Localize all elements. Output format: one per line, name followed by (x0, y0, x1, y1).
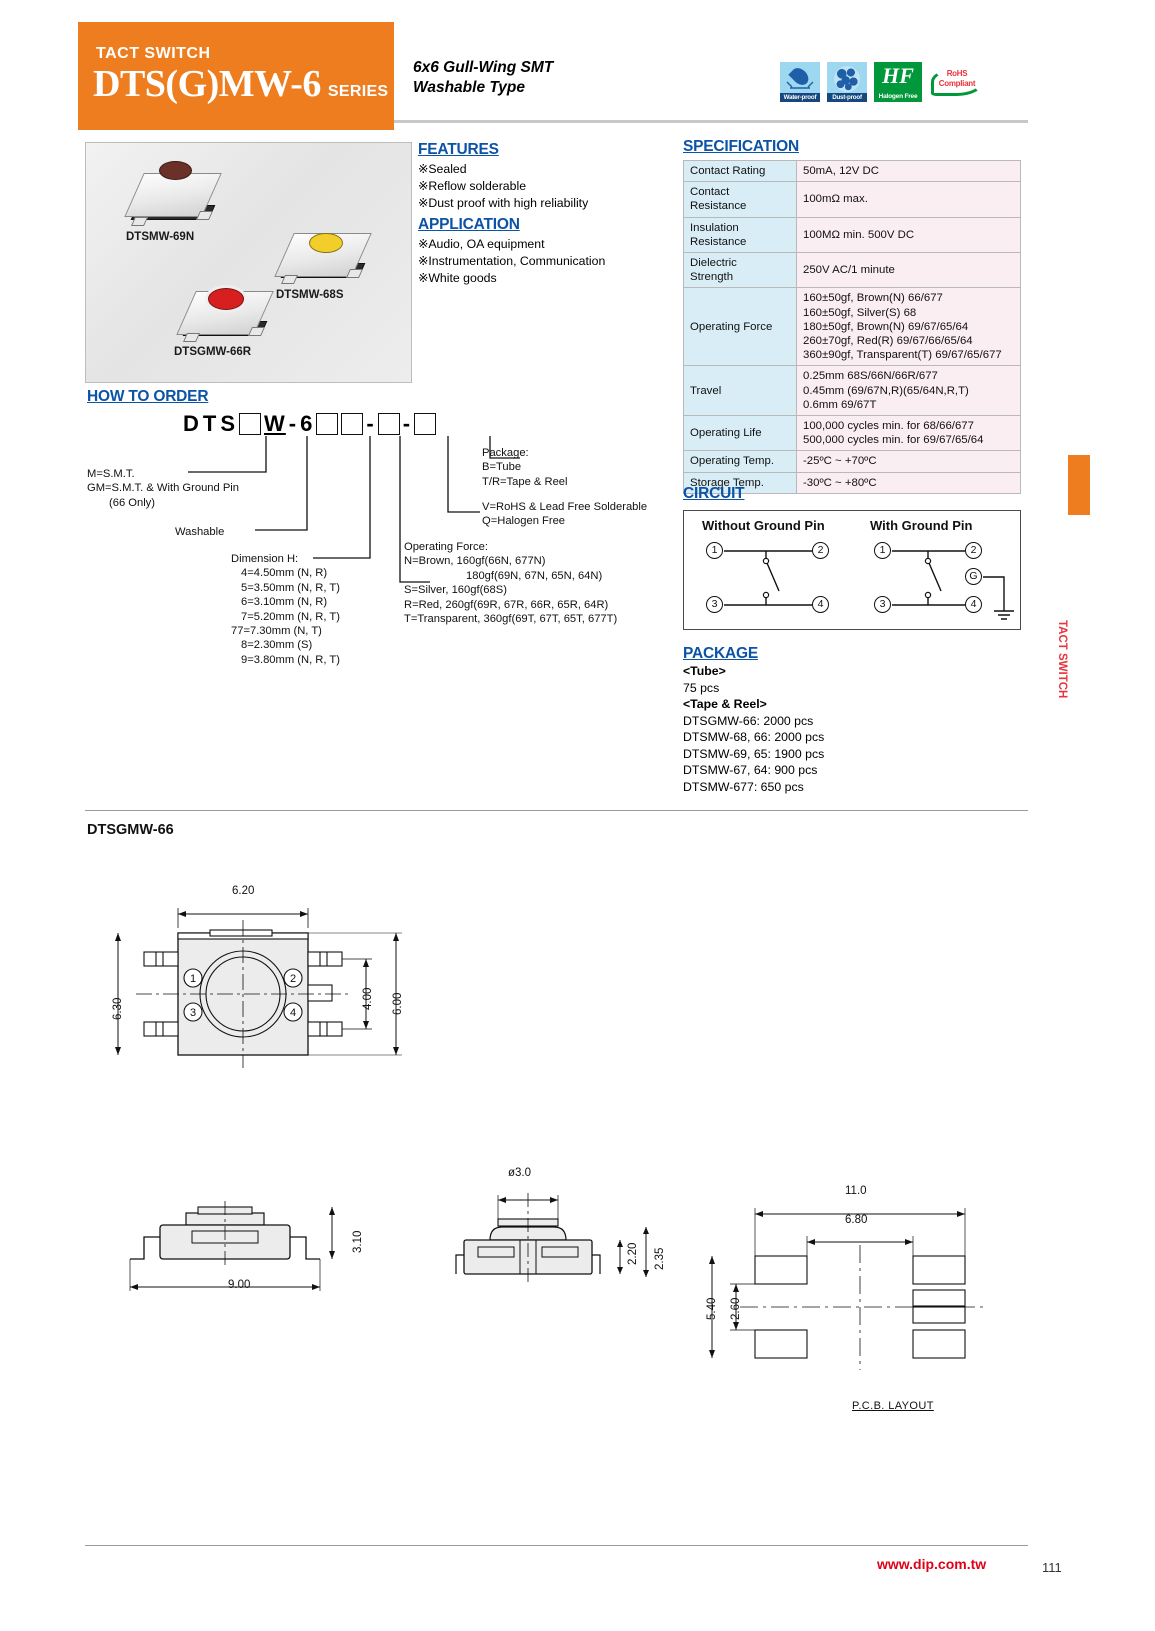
package-reel-line-1: DTSMW-68, 66: 2000 pcs (683, 730, 825, 744)
application-list (418, 236, 673, 287)
specification-heading: SPECIFICATION (683, 138, 799, 155)
rohs-line2: Compliant (938, 79, 976, 88)
rohs-line1: RoHS (946, 69, 968, 78)
pn-dash-3: - (402, 411, 412, 436)
header-series (93, 62, 388, 106)
dust-particles-icon (834, 66, 860, 92)
order-note-dimension (231, 552, 340, 667)
rohs-badge (929, 62, 985, 102)
order-note-force-3: S=Silver, 160gf(68S) (404, 584, 507, 597)
order-note-dimension-0: Dimension H: (231, 553, 299, 565)
pn-letter-s: S (220, 411, 237, 436)
features-list (418, 161, 673, 212)
dustproof-caption: Dust-proof (827, 93, 867, 102)
waterproof-caption: Water-proof (780, 93, 820, 102)
order-note-package-1: B=Tube (482, 461, 522, 474)
package-section (683, 645, 1023, 795)
order-note-force-0: Operating Force: (404, 541, 488, 553)
header-series-suffix: SERIES (327, 83, 389, 100)
spec-row-value: 50mA, 12V DC (797, 161, 1021, 182)
header-series-main: DTS(G)MW-6 (93, 63, 321, 105)
spec-row-value: -25ºC ~ +70ºC (797, 451, 1021, 472)
order-note-dimension-4: 7=5.20mm (N, R, T) (241, 610, 340, 623)
spec-row-key: Insulation Resistance (684, 217, 797, 252)
header-subtitle (413, 58, 553, 98)
features-item-0: ※Sealed (418, 162, 467, 176)
front-view-dim-dia: ø3.0 (508, 1167, 532, 1179)
pn-letter-t: T (202, 411, 218, 436)
package-reel-title: <Tape & Reel> (683, 697, 767, 711)
spec-row-key: Travel (684, 366, 797, 416)
front-view-drawing (450, 1165, 680, 1290)
order-note-plating-1: Q=Halogen Free (482, 515, 566, 528)
features-item-2: ※Dust proof with high reliability (418, 196, 589, 210)
spec-row-value: -30ºC ~ +80ºC (797, 472, 1021, 493)
footer-url[interactable]: www.dip.com.tw (877, 1556, 987, 1572)
pn-letter-w: W (264, 411, 286, 436)
top-view-dim-overall: 6.00 (392, 992, 404, 1015)
front-view-dim-h1: 2.20 (627, 1242, 639, 1265)
footer-divider (85, 1545, 1028, 1546)
pcb-layout-caption: P.C.B. LAYOUT (852, 1400, 934, 1412)
order-note-force-5: T=Transparent, 360gf(69T, 67T, 65T, 677T) (404, 613, 618, 626)
spec-row-value: 0.25mm 68S/66N/66R/677 0.45mm (69/67N,R)(65/64N,R,T) 0.6mm 69/67T (797, 366, 1021, 416)
circuit-right-terminal-2: 2 (965, 542, 982, 559)
header-divider (394, 120, 1028, 123)
spec-row-key: Contact Rating (684, 161, 797, 182)
order-note-dimension-2: 5=3.50mm (N, R, T) (241, 581, 340, 594)
package-reel-line-3: DTSMW-67, 64: 900 pcs (683, 763, 818, 777)
order-note-plating-0: V=RoHS & Lead Free Solderable (482, 501, 648, 513)
spec-row-value: 100mΩ max. (797, 182, 1021, 217)
svg-text:4: 4 (289, 1007, 297, 1019)
spec-row-value: 100MΩ min. 500V DC (797, 217, 1021, 252)
side-tab-label: TACT SWITCH (1056, 620, 1068, 699)
circuit-ground-terminal: G (965, 568, 982, 585)
waterproof-badge (780, 62, 820, 102)
halogen-free-badge (874, 62, 922, 102)
order-note-mount-1: GM=S.M.T. & With Ground Pin (87, 482, 240, 495)
order-note-package (482, 446, 568, 489)
spec-row-value: 100,000 cycles min. for 68/66/677 500,000 cycles min. for 69/67/65/64 (797, 416, 1021, 451)
certification-badges (780, 62, 985, 102)
circuit-left-terminal-4: 4 (812, 596, 829, 613)
drawing-title: DTSGMW-66 (87, 822, 174, 838)
order-note-mount (87, 467, 239, 510)
circuit-right-terminal-3: 3 (874, 596, 891, 613)
circuit-right-terminal-4: 4 (965, 596, 982, 613)
header-subtitle-line1: 6x6 Gull-Wing SMT (413, 59, 554, 76)
spec-row (684, 217, 1021, 252)
application-section (418, 216, 673, 287)
order-note-dimension-7: 9=3.80mm (N, R, T) (241, 653, 340, 666)
order-note-mount-0: M=S.M.T. (87, 468, 135, 480)
product-photo-3-label: DTSGMW-66R (174, 346, 252, 358)
specification-table (683, 160, 1021, 494)
spec-row-key: Operating Temp. (684, 451, 797, 472)
dustproof-badge (827, 62, 867, 102)
spec-row (684, 451, 1021, 472)
page-header (0, 0, 1155, 130)
circuit-right-title: With Ground Pin (870, 518, 973, 533)
order-note-force (404, 540, 617, 626)
spec-row (684, 366, 1021, 416)
order-note-dimension-3: 6=3.10mm (N, R) (241, 596, 328, 609)
circuit-right-terminal-1: 1 (874, 542, 891, 559)
top-view-dim-pitch: 4.00 (362, 987, 374, 1010)
order-note-dimension-5: 77=7.30mm (N, T) (231, 625, 322, 638)
spec-row (684, 161, 1021, 182)
features-item-1: ※Reflow solderable (418, 179, 527, 193)
spec-row (684, 416, 1021, 451)
svg-text:3: 3 (189, 1007, 197, 1019)
order-note-force-4: R=Red, 260gf(69R, 67R, 66R, 65R, 64R) (404, 598, 609, 611)
spec-row-key: Dielectric Strength (684, 253, 797, 288)
application-item-2: ※White goods (418, 271, 497, 285)
spec-row-key: Contact Resistance (684, 182, 797, 217)
order-leader-lines (80, 400, 670, 670)
features-section (418, 141, 673, 212)
svg-text:1: 1 (189, 973, 197, 985)
circuit-left-terminal-2: 2 (812, 542, 829, 559)
side-view-dim-height: 3.10 (352, 1230, 364, 1253)
circuit-left-title: Without Ground Pin (702, 518, 825, 533)
pcb-dim-inner-width: 6.80 (845, 1214, 868, 1226)
product-photo-2-label: DTSMW-68S (276, 289, 344, 301)
product-photo-1-label: DTSMW-69N (126, 231, 195, 243)
spec-row (684, 253, 1021, 288)
order-note-washable: Washable (175, 526, 225, 538)
circuit-left-terminal-1: 1 (706, 542, 723, 559)
side-view-dim-width: 9.00 (228, 1279, 251, 1291)
package-tube-title: <Tube> (683, 664, 726, 678)
package-reel-line-0: DTSGMW-66: 2000 pcs (683, 713, 814, 728)
svg-text:2: 2 (289, 973, 297, 985)
top-view-dim-height: 6.30 (112, 997, 124, 1020)
pn-dash-2: - (366, 411, 375, 436)
spec-row-value: 160±50gf, Brown(N) 66/677 160±50gf, Silver(S) 68 180±50gf, Brown(N) 69/67/65/64 260±70gf, Red(R) 69/67/66/65/64 360±90gf, Transparent(T) 69/67/65/677 (797, 288, 1021, 366)
order-note-plating (482, 500, 647, 529)
spec-row (684, 182, 1021, 217)
order-note-force-2: 180gf(69N, 67N, 65N, 64N) (466, 569, 603, 582)
halogen-free-caption: Halogen Free (878, 93, 918, 100)
header-subtitle-line2: Washable Type (413, 79, 525, 96)
pn-dash-1: - (288, 411, 298, 436)
circuit-right-wires (684, 511, 1022, 631)
pcb-dim-outer-height: 5.40 (706, 1297, 718, 1320)
pcb-dim-outer-width: 11.0 (845, 1185, 867, 1197)
pn-letter-d: D (183, 411, 200, 436)
spec-row (684, 288, 1021, 366)
application-item-0: ※Audio, OA equipment (418, 237, 545, 251)
product-photo-panel (85, 142, 412, 383)
order-note-package-2: T/R=Tape & Reel (482, 475, 568, 488)
front-view-dim-h2: 2.35 (654, 1247, 666, 1270)
hf-letters: HF (882, 63, 914, 88)
footer-page-number: 111 (1042, 1560, 1062, 1575)
how-to-order-heading: HOW TO ORDER (87, 388, 209, 405)
side-tab-marker (1068, 455, 1090, 515)
spec-row-value: 250V AC/1 minute (797, 253, 1021, 288)
pn-letter-6: 6 (300, 411, 314, 436)
package-reel-line-2: DTSMW-69, 65: 1900 pcs (683, 746, 825, 761)
order-note-dimension-6: 8=2.30mm (S) (241, 639, 313, 652)
specification-section (683, 138, 1021, 494)
circuit-left-terminal-3: 3 (706, 596, 723, 613)
package-reel-line-4: DTSMW-677: 650 pcs (683, 779, 804, 794)
package-heading: PACKAGE (683, 645, 758, 662)
rohs-caption (929, 69, 985, 89)
header-kicker: TACT SWITCH (96, 45, 211, 62)
spec-row-key: Operating Life (684, 416, 797, 451)
spec-row-key: Storage Temp. (684, 472, 797, 493)
spec-row-key: Operating Force (684, 288, 797, 366)
order-note-mount-2: (66 Only) (109, 496, 156, 509)
application-item-1: ※Instrumentation, Communication (418, 254, 606, 268)
order-note-force-1: N=Brown, 160gf(66N, 677N) (404, 555, 546, 568)
order-note-dimension-1: 4=4.50mm (N, R) (241, 567, 328, 580)
circuit-diagram-box (683, 510, 1021, 630)
order-note-package-0: Package: (482, 447, 529, 459)
application-heading: APPLICATION (418, 216, 520, 233)
package-tube-qty: 75 pcs (683, 680, 720, 695)
circuit-section (683, 485, 1023, 503)
top-view-dim-width: 6.20 (232, 885, 255, 897)
pcb-dim-inner-height: 2.60 (730, 1297, 742, 1320)
drawing-divider (85, 810, 1028, 811)
circuit-heading: CIRCUIT (683, 485, 745, 502)
features-heading: FEATURES (418, 141, 499, 158)
splash-icon (786, 81, 814, 89)
